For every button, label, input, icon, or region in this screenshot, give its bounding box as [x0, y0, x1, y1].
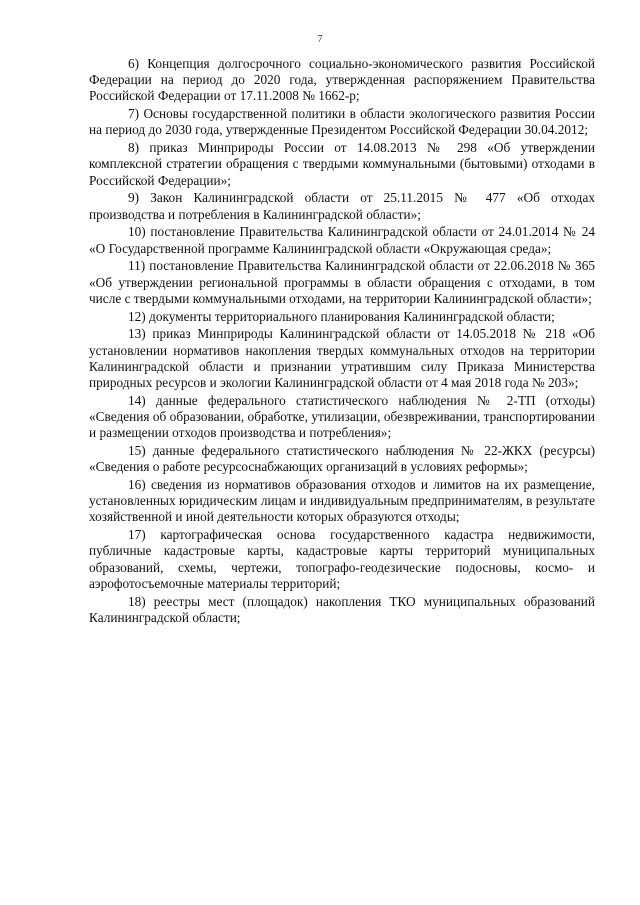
- list-item-8: 8) приказ Минприроды России от 14.08.2013 № 298 «Об утверждении комплексной стратегии обращения с твердыми коммунальными (бытовыми) отходами в Российской Федерации»;: [89, 140, 595, 188]
- list-item-17: 17) картографическая основа государственного кадастра недвижимости, публичные кадастровые карты, кадастровые карты территорий муниципальных образований, схемы, чертежи, топографо-геодезические подосновы, космо- и аэрофотосъемочные материалы территорий;: [89, 527, 595, 591]
- page-number: 7: [317, 34, 323, 45]
- list-item-11: 11) постановление Правительства Калининградской области от 22.06.2018 № 365 «Об утверждении региональной программы в области обращения с отходами, в том числе с твердыми коммунальными отходами, на территории Калининградской области»;: [89, 258, 595, 306]
- list-item-15: 15) данные федерального статистического наблюдения № 22-ЖКХ (ресурсы) «Сведения о работе ресурсоснабжающих организаций в условиях реформы»;: [89, 443, 595, 475]
- document-body: [89, 56, 595, 628]
- list-item-12: 12) документы территориального планирования Калининградской области;: [128, 308, 555, 324]
- list-item-7: 7) Основы государственной политики в области экологического развития России на период до 2030 года, утвержденные Президентом Российской Федерации 30.04.2012;: [89, 106, 595, 138]
- list-item-9: 9) Закон Калининградской области от 25.11.2015 № 477 «Об отходах производства и потребления в Калининградской области»;: [89, 190, 595, 222]
- list-item-18: 18) реестры мест (площадок) накопления ТКО муниципальных образований Калининградской области;: [89, 593, 595, 625]
- list-item-10: 10) постановление Правительства Калининградской области от 24.01.2014 № 24 «О Государственной программе Калининградской области «Окружающая среда»;: [89, 224, 595, 256]
- list-item-13: 13) приказ Минприроды Калининградской области от 14.05.2018 № 218 «Об установлении нормативов накопления твердых коммунальных отходов на территории Калининградской области и признании утратившим силу Приказа Министерства природных ресурсов и экологии Калининградской области от 4 мая 2018 года № 203»;: [89, 326, 595, 391]
- list-item-16: 16) сведения из нормативов образования отходов и лимитов на их размещение, установленных юридическим лицам и индивидуальным предпринимателям, в результате хозяйственной и иной деятельности которых образуются отходы;: [89, 477, 595, 525]
- list-item-6: 6) Концепция долгосрочного социально-экономического развития Российской Федерации на период до 2020 года, утвержденная распоряжением Правительства Российской Федерации от 17.11.2008 № 1662-р;: [89, 56, 595, 104]
- list-item-14: 14) данные федерального статистического наблюдения № 2-ТП (отходы) «Сведения об образовании, обработке, утилизации, обезвреживании, транспортировании и размещении отходов производства и потребления»;: [89, 392, 595, 441]
